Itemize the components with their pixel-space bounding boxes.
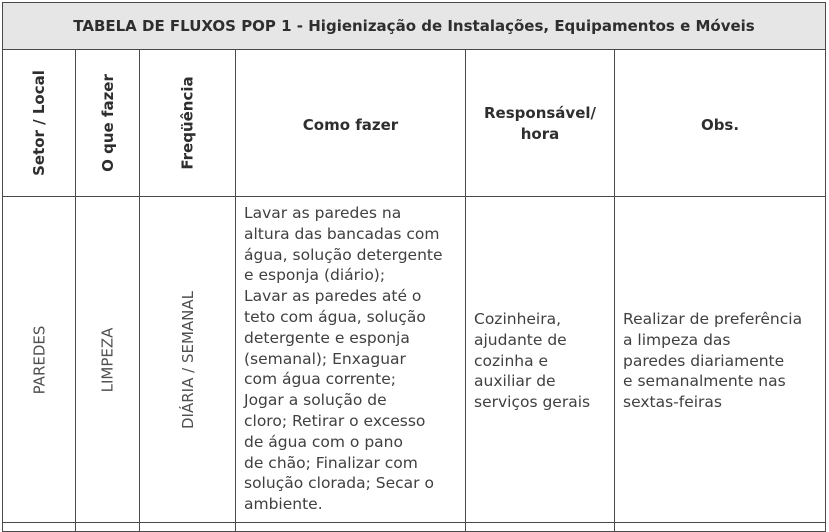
header-responsavel-line2: hora — [520, 125, 560, 143]
como-line: Jogar a solução de — [244, 391, 387, 410]
pop-table — [2, 2, 826, 532]
header-responsavel-line1: Responsável/ — [484, 104, 596, 122]
como-line: Lavar as paredes na — [244, 204, 402, 222]
responsavel-line: Cozinheira, — [474, 310, 562, 328]
obs-line: paredes diariamente — [623, 351, 785, 370]
responsavel-line: serviços gerais — [474, 393, 591, 412]
como-line: com água corrente; — [244, 370, 396, 389]
header-como-fazer-label: Como fazer — [302, 116, 399, 134]
como-line: (semanal); Enxaguar — [244, 349, 406, 368]
obs-line: e semanalmente nas — [623, 372, 786, 391]
como-line: detergente e esponja — [244, 328, 410, 347]
header-o-que-fazer-label: O que fazer — [98, 74, 117, 172]
como-line: solução clorada; Secar o — [244, 474, 434, 493]
responsavel-line: cozinha e — [474, 351, 549, 370]
obs-line: Realizar de preferência — [623, 310, 803, 328]
header-obs — [615, 115, 825, 136]
cell-setor-value: PAREDES — [29, 325, 48, 394]
como-line: de chão; Finalizar com — [244, 453, 418, 472]
header-o-que-fazer — [76, 50, 139, 196]
row-divider — [3, 522, 825, 523]
cell-como-fazer — [244, 203, 464, 515]
header-obs-label: Obs. — [700, 116, 740, 134]
header-setor-label: Setor / Local — [30, 70, 49, 176]
cell-setor — [3, 197, 75, 522]
obs-line: a limpeza das — [623, 330, 731, 349]
responsavel-line: ajudante de — [474, 330, 567, 349]
como-line: água, solução detergente — [244, 245, 443, 264]
como-line: ambiente. — [244, 495, 323, 514]
como-line: Lavar as paredes até o — [244, 287, 422, 306]
cell-responsavel — [474, 309, 614, 413]
header-setor — [3, 50, 75, 196]
como-line: cloro; Retirar o excesso — [244, 411, 426, 430]
obs-line: sextas-feiras — [623, 393, 723, 412]
cell-o-que-fazer — [76, 197, 139, 522]
header-responsavel — [466, 103, 614, 145]
header-frequencia-label: Freqüência — [178, 76, 197, 170]
como-line: teto com água, solução — [244, 307, 426, 326]
header-frequencia — [140, 50, 235, 196]
cell-frequencia-value: DIÁRIA / SEMANAL — [178, 290, 197, 429]
cell-obs — [623, 309, 825, 413]
como-line: altura das bancadas com — [244, 224, 440, 243]
cell-o-que-fazer-value: LIMPEZA — [98, 327, 117, 392]
table-title-text: TABELA DE FLUXOS POP 1 - Higienização de Instalações, Equipamentos e Móveis — [73, 17, 755, 35]
como-line: de água com o pano — [244, 432, 403, 451]
header-como-fazer — [236, 115, 465, 136]
como-line: e esponja (diário); — [244, 266, 386, 285]
table-title — [3, 3, 825, 50]
cell-frequencia — [140, 197, 235, 522]
responsavel-line: auxiliar de — [474, 372, 556, 391]
